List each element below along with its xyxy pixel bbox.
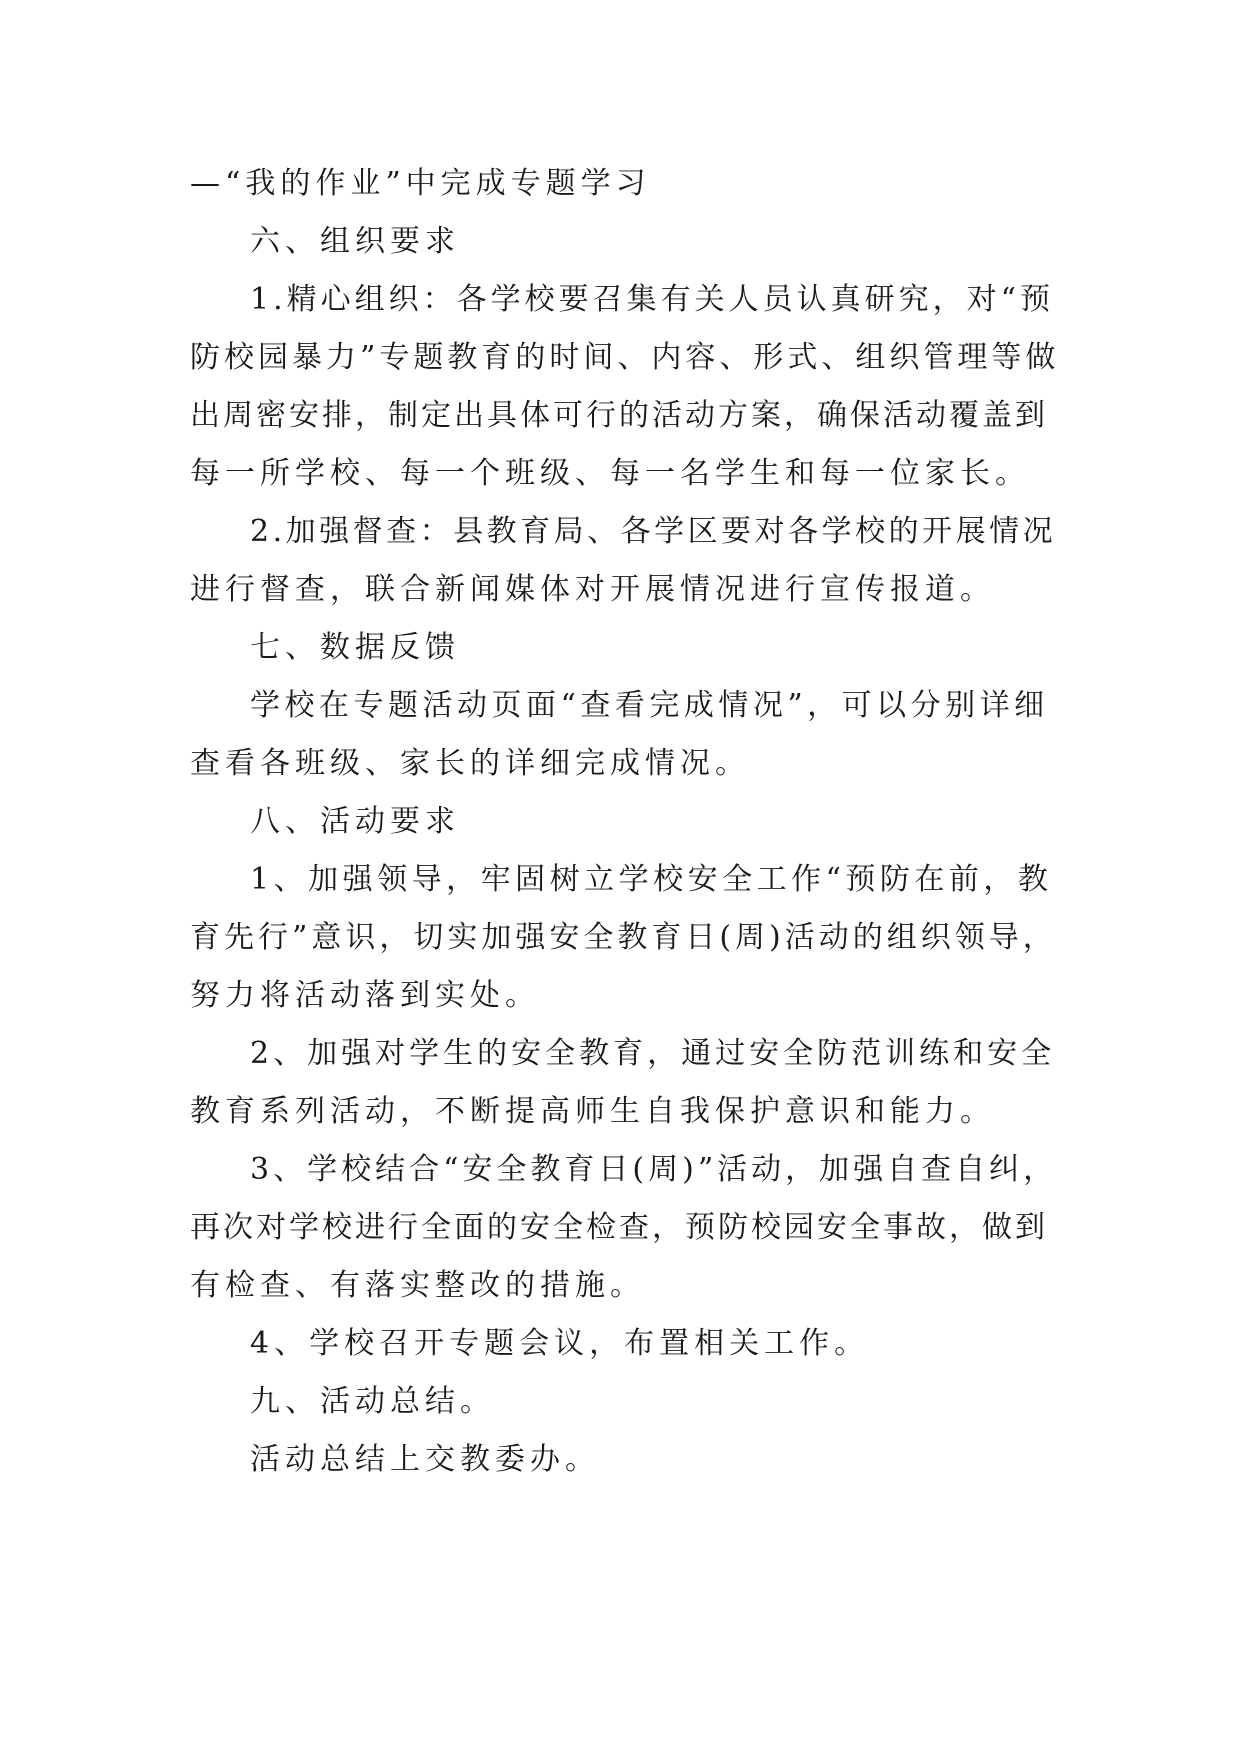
text-line: 每一所学校、每一个班级、每一名学生和每一位家长。 [190,456,1030,491]
text-line: 2.加强督查：县教育局、各学区要对各学校的开展情况 [250,514,1057,549]
text-line: 教育系列活动，不断提高师生自我保护意识和能力。 [190,1094,995,1129]
text-line: 努力将活动落到实处。 [190,978,540,1013]
text-line: 再次对学校进行全面的安全检查，预防校园安全事故，做到 [190,1210,1048,1245]
text-line: 1、加强领导，牢固树立学校安全工作“预防在前，教 [250,862,1053,897]
text-line: 育先行”意识，切实加强安全教育日(周)活动的组织领导， [190,920,1057,955]
text-line: 进行督查，联合新闻媒体对开展情况进行宣传报道。 [190,572,995,607]
section-heading: 六、组织要求 [250,224,460,259]
document-body [190,155,1060,1489]
section-heading: 七、数据反馈 [250,630,460,665]
section-heading: 八、活动要求 [250,804,460,839]
text-line: 出周密安排，制定出具体可行的活动方案，确保活动覆盖到 [190,398,1048,433]
text-line: 查看各班级、家长的详细完成情况。 [190,746,750,781]
text-line: 防校园暴力”专题教育的时间、内容、形式、组织管理等做 [190,340,1060,375]
section-heading: 九、活动总结。 [250,1384,495,1419]
text-line: 1.精心组织：各学校要召集有关人员认真研究，对“预 [250,282,1054,317]
text-line: 活动总结上交教委办。 [250,1442,600,1477]
text-line: 2、加强对学生的安全教育，通过安全防范训练和安全 [250,1036,1056,1071]
text-line: 3、学校结合“安全教育日(周)”活动，加强自查自纠， [250,1152,1058,1187]
text-line: 有检查、有落实整改的措施。 [190,1268,645,1303]
text-line: —“我的作业”中完成专题学习 [190,166,651,201]
text-line: 学校在专题活动页面“查看完成情况”，可以分别详细 [250,688,1049,723]
text-line: 4、学校召开专题会议，布置相关工作。 [250,1326,870,1361]
